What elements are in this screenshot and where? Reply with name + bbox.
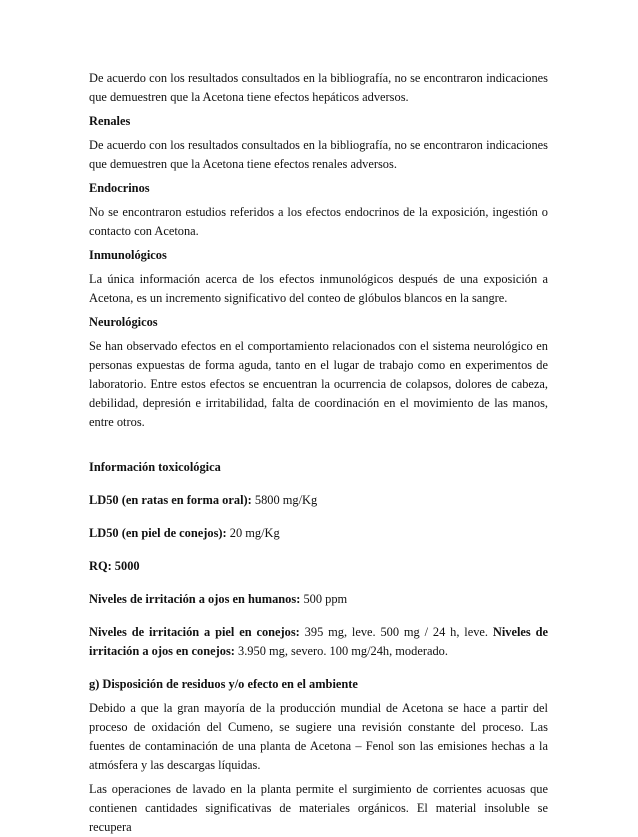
rq-line bbox=[89, 557, 548, 576]
document-page bbox=[89, 69, 548, 837]
disposicion-paragraph-1: Debido a que la gran mayoría de la producción mundial de Acetona se hace a partir del proceso de oxidación del Cumeno, se sugiere una revisión constante del proceso. Las fuentes de contaminación de una planta de Acetona – Fenol son las emisiones hechas a la atmósfera y las descargas líquidas. bbox=[89, 701, 548, 772]
endocrinos-heading: Endocrinos bbox=[89, 181, 150, 195]
renales-heading: Renales bbox=[89, 114, 131, 128]
ld50-piel-value: 20 mg/Kg bbox=[229, 526, 280, 540]
inmunologicos-heading: Inmunológicos bbox=[89, 248, 167, 262]
inmunologicos-paragraph: La única información acerca de los efectos inmunológicos después de una exposición a Acetona, es un incremento significativo del conteo de glóbulos blancos en la sangre. bbox=[89, 272, 548, 305]
irritacion-conejos-paragraph bbox=[89, 623, 548, 661]
ld50-piel-label: LD50 (en piel de conejos): bbox=[89, 526, 227, 540]
neurologicos-heading: Neurológicos bbox=[89, 315, 158, 329]
ojos-conejos-label: Niveles de irritación a ojos en conejos: bbox=[89, 625, 548, 658]
toxicologica-heading: Información toxicológica bbox=[89, 460, 221, 474]
renales-paragraph: De acuerdo con los resultados consultados en la bibliografía, no se encontraron indicaciones que demuestren que la Acetona tiene efectos renales adversos. bbox=[89, 138, 548, 171]
disposicion-paragraph-2: Las operaciones de lavado en la planta permite el surgimiento de corrientes acuosas que contienen cantidades significativas de materiales orgánicos. El material insoluble se recupera bbox=[89, 782, 548, 834]
ojos-humanos-value: 500 ppm bbox=[303, 592, 348, 606]
endocrinos-paragraph: No se encontraron estudios referidos a los efectos endocrinos de la exposición, ingestión o contacto con Acetona. bbox=[89, 205, 548, 238]
ld50-oral-value: 5800 mg/Kg bbox=[254, 493, 318, 507]
piel-conejos-value: 395 mg, leve. 500 mg / 24 h, leve. bbox=[304, 625, 489, 639]
rq-label: RQ: 5000 bbox=[89, 559, 140, 573]
ojos-humanos-label: Niveles de irritación a ojos en humanos: bbox=[89, 592, 301, 606]
ld50-oral-line bbox=[89, 491, 548, 510]
ld50-oral-label: LD50 (en ratas en forma oral): bbox=[89, 493, 252, 507]
piel-conejos-label: Niveles de irritación a piel en conejos: bbox=[89, 625, 300, 639]
ojos-humanos-line bbox=[89, 590, 548, 609]
disposicion-heading: g) Disposición de residuos y/o efecto en el ambiente bbox=[89, 677, 358, 691]
neurologicos-paragraph: Se han observado efectos en el comportamiento relacionados con el sistema neurológico en personas expuestas de forma aguda, tanto en el lugar de trabajo como en experimentos de laboratorio. Entre estos efectos se encuentran la ocurrencia de colapsos, dolores de cabeza, debilidad, depresión e irritabilidad, falta de coordinación en el movimiento de las manos, entre otros. bbox=[89, 339, 548, 429]
hepaticos-paragraph: De acuerdo con los resultados consultados en la bibliografía, no se encontraron indicaciones que demuestren que la Acetona tiene efectos hepáticos adversos. bbox=[89, 71, 548, 104]
ojos-conejos-value: 3.950 mg, severo. 100 mg/24h, moderado. bbox=[238, 644, 448, 658]
ld50-piel-line bbox=[89, 524, 548, 543]
